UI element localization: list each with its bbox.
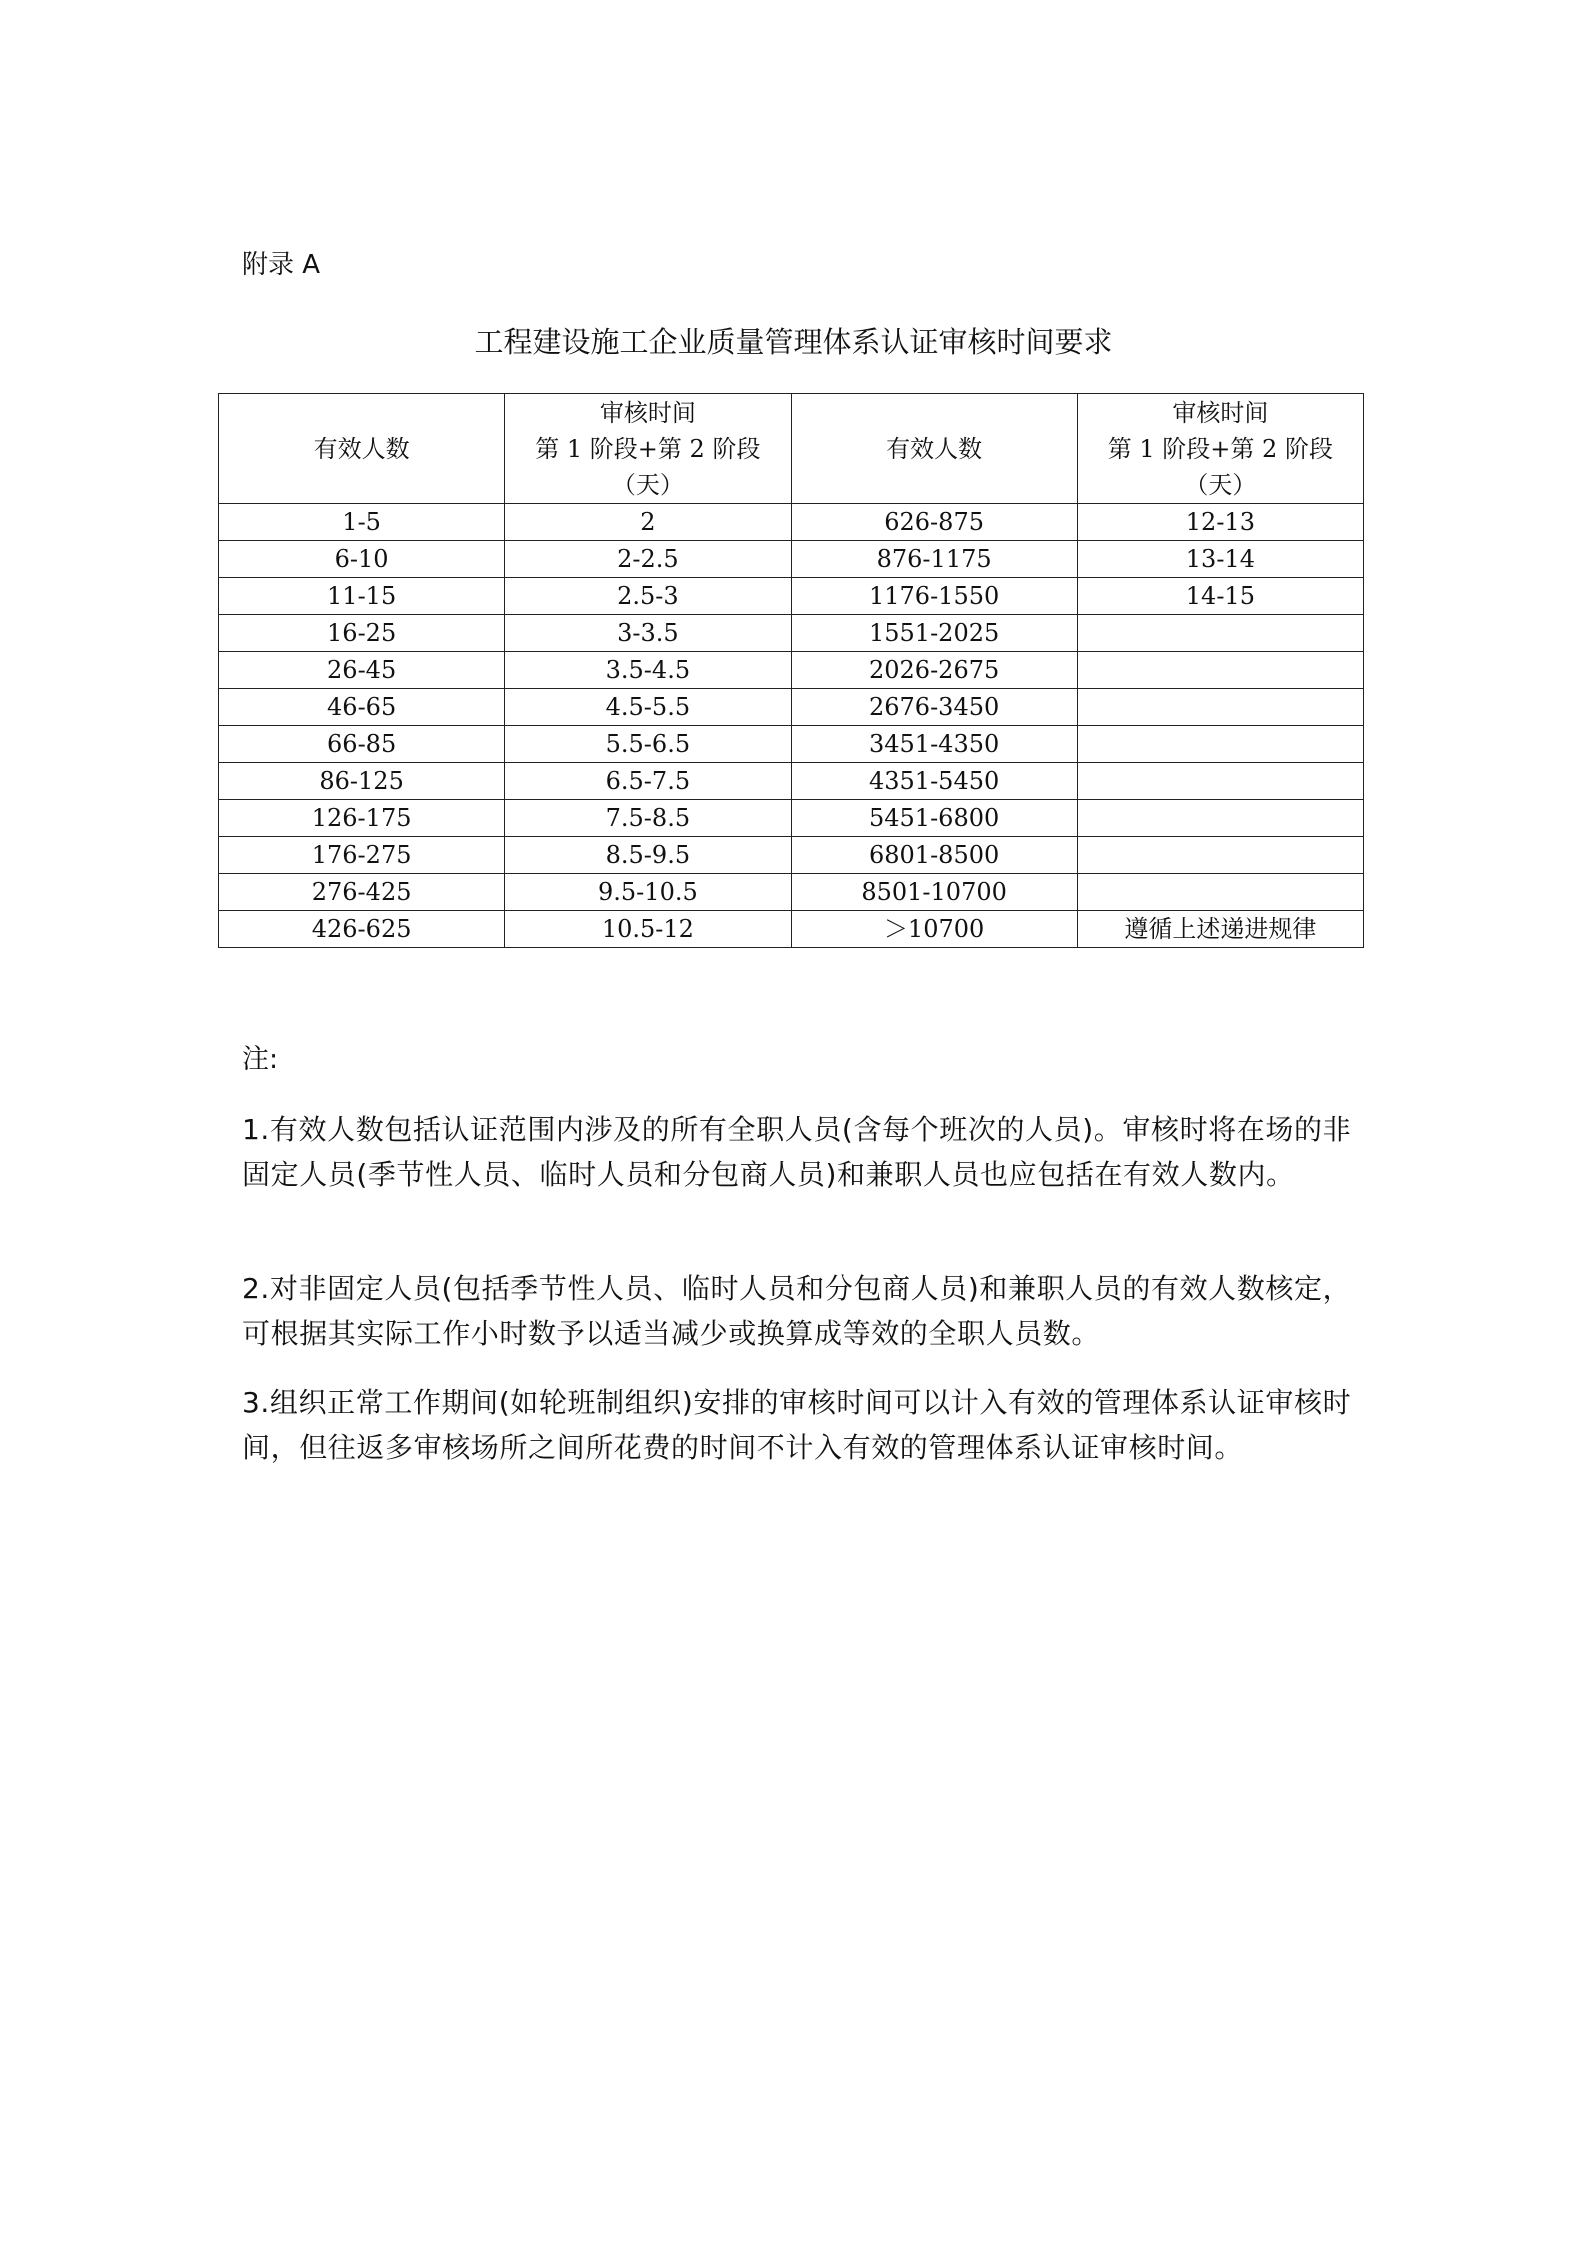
table-cell: 8501-10700 [791,874,1077,911]
table-row [219,763,1364,800]
table-cell: 176-275 [219,837,505,874]
table-row [219,504,1364,541]
table-cell [1077,615,1363,652]
table-cell: 1176-1550 [791,578,1077,615]
table-cell: 10.5-12 [505,911,791,948]
table-row [219,615,1364,652]
table-row [219,578,1364,615]
header-line: 第 1 阶段+第 2 阶段 [535,434,761,463]
header-line: （天） [1184,470,1257,499]
notes-heading: 注: [242,1044,279,1075]
header-audit-time-right [1077,394,1363,504]
header-line: 审核时间 [599,398,696,427]
table-row [219,800,1364,837]
header-audit-time-left [505,394,791,504]
table-cell: 5.5-6.5 [505,726,791,763]
appendix-label: 附录 A [242,250,321,280]
table-cell: 遵循上述递进规律 [1077,911,1363,948]
table-cell: 6-10 [219,541,505,578]
header-effective-personnel-left: 有效人数 [219,394,505,504]
header-effective-personnel-right: 有效人数 [791,394,1077,504]
table-cell: 126-175 [219,800,505,837]
table-cell: 1551-2025 [791,615,1077,652]
table-cell: 12-13 [1077,504,1363,541]
table-header-row [219,394,1364,504]
header-line: （天） [611,470,684,499]
note-paragraph-2: 2.对非固定人员(包括季节性人员、临时人员和分包商人员)和兼职人员的有效人数核定，可根据其实际工作小时数予以适当减少或换算成等效的全职人员数。 [242,1272,1352,1350]
table-cell: 426-625 [219,911,505,948]
note-paragraph-3: 3.组织正常工作期间(如轮班制组织)安排的审核时间可以计入有效的管理体系认证审核时间，但往返多审核场所之间所花费的时间不计入有效的管理体系认证审核时间。 [242,1386,1352,1464]
table-cell [1077,652,1363,689]
table-row [219,726,1364,763]
table-cell: 8.5-9.5 [505,837,791,874]
audit-time-table [218,393,1364,948]
header-line: 第 1 阶段+第 2 阶段 [1107,434,1333,463]
table-cell [1077,800,1363,837]
table-cell: 5451-6800 [791,800,1077,837]
table-cell [1077,689,1363,726]
table-cell: 276-425 [219,874,505,911]
table-cell [1077,874,1363,911]
table-row [219,652,1364,689]
table-row [219,874,1364,911]
table-cell: 46-65 [219,689,505,726]
table-cell [1077,726,1363,763]
table-cell: 11-15 [219,578,505,615]
table-cell: 4351-5450 [791,763,1077,800]
table-row [219,689,1364,726]
table-cell: 3451-4350 [791,726,1077,763]
table-cell: 1-5 [219,504,505,541]
note-paragraph-1: 1.有效人数包括认证范围内涉及的所有全职人员(含每个班次的人员)。审核时将在场的非固定人员(季节性人员、临时人员和分包商人员)和兼职人员也应包括在有效人数内。 [242,1113,1352,1191]
table-cell: 2.5-3 [505,578,791,615]
table-cell: 2-2.5 [505,541,791,578]
table-cell [1077,837,1363,874]
table-cell: 876-1175 [791,541,1077,578]
table-cell: 4.5-5.5 [505,689,791,726]
table-cell: 66-85 [219,726,505,763]
table-cell: 2676-3450 [791,689,1077,726]
table-cell: 3-3.5 [505,615,791,652]
table-row [219,911,1364,948]
table-cell: 16-25 [219,615,505,652]
table-cell: 6801-8500 [791,837,1077,874]
table-cell: ＞10700 [791,911,1077,948]
table-cell: 26-45 [219,652,505,689]
table-cell: 13-14 [1077,541,1363,578]
table-cell: 2026-2675 [791,652,1077,689]
table-cell: 7.5-8.5 [505,800,791,837]
table-cell: 2 [505,504,791,541]
table-cell: 86-125 [219,763,505,800]
table-cell [1077,763,1363,800]
table-row [219,837,1364,874]
table-row [219,541,1364,578]
table-cell: 626-875 [791,504,1077,541]
table-cell: 9.5-10.5 [505,874,791,911]
table-cell: 3.5-4.5 [505,652,791,689]
table-cell: 14-15 [1077,578,1363,615]
table-cell: 6.5-7.5 [505,763,791,800]
document-title: 工程建设施工企业质量管理体系认证审核时间要求 [474,325,1113,359]
header-line: 审核时间 [1172,398,1269,427]
